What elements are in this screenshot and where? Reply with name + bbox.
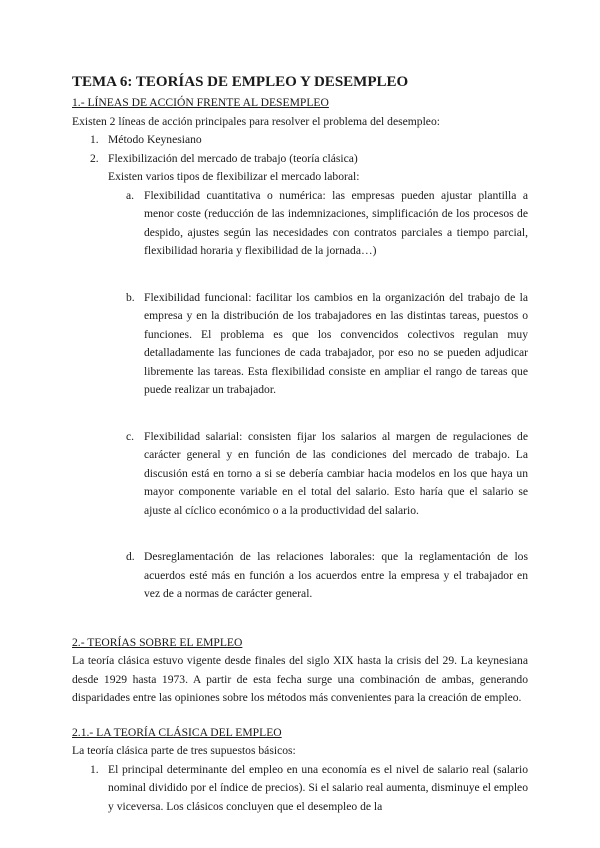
sub-list-item: a. Flexibilidad cuantitativa o numérica: las empresas pueden ajustar plantilla a menor coste (reducción de las indemnizaciones, simplificación de los procesos de despido, ajustes según las necesidades con contratos parciales a tiempo parcial, flexibilidad horaria y flexibilidad de la jornada…)	[126, 188, 528, 257]
sub-list-item: c. Flexibilidad salarial: consisten fijar los salarios al margen de regulaciones de carácter general y en función de las condiciones del mercado de trabajo. La discusión está en torno a si se debería cambiar hacia modelos en los que haya un mayor componente variable en el total del salario. Esto haría que el salario se ajuste al cíclico económico o a la productividad del salario.	[126, 429, 528, 517]
section-2-1-intro: La teoría clásica parte de tres supuestos básicos:	[72, 744, 296, 757]
section-2-paragraph: La teoría clásica estuvo vigente desde finales del siglo XIX hasta la crisis del 29. La keynesiana desde 1929 hasta 1973. A partir de esta fecha surge una combinación de ambas, generando disparidades entre las opiniones sobre los métodos más convenientes para la creación de empleo.	[72, 654, 528, 704]
list-item: 1. Método Keynesiano	[90, 133, 202, 146]
document-title: TEMA 6: TEORÍAS DE EMPLEO Y DESEMPLEO	[72, 74, 409, 90]
list-item: 1. El principal determinante del empleo en una economía es el nivel de salario real (salario nominal dividido por el índice de precios). Si el salario real aumenta, disminuye el empleo y viceversa. Los clásicos concluyen que el desempleo de la	[90, 762, 528, 813]
list-item: 2. Flexibilización del mercado de trabajo (teoría clásica)	[90, 151, 358, 165]
sub-list-item: b. Flexibilidad funcional: facilitar los cambios en la organización del trabajo de la empresa y en la distribución de los trabajadores en las distintas tareas, puestos o funciones. El problema es que los convencidos colectivos regulan muy detalladamente las funciones de cada trabajador, por eso no se pueden adjudicar libremente las tareas. Esta flexibilidad consiste en ampliar el rango de tareas que puede realizar un trabajador.	[126, 290, 528, 396]
sub-intro: Existen varios tipos de flexibilizar el mercado laboral:	[108, 170, 360, 183]
sub-list-item: d. Desreglamentación de las relaciones laborales: que la reglamentación de los acuerdos esté más en función a los acuerdos entre la empresa y el trabajador en vez de a normas de carácter general.	[126, 550, 528, 600]
section-1-intro: Existen 2 líneas de acción principales para resolver el problema del desempleo:	[72, 114, 440, 128]
document-body	[72, 72, 528, 816]
section-heading-1: 1.- LÍNEAS DE ACCIÓN FRENTE AL DESEMPLEO	[72, 96, 329, 109]
section-heading-2-1: 2.1.- LA TEORÍA CLÁSICA DEL EMPLEO	[72, 725, 282, 739]
section-heading-2: 2.- TEORÍAS SOBRE EL EMPLEO	[72, 635, 243, 649]
